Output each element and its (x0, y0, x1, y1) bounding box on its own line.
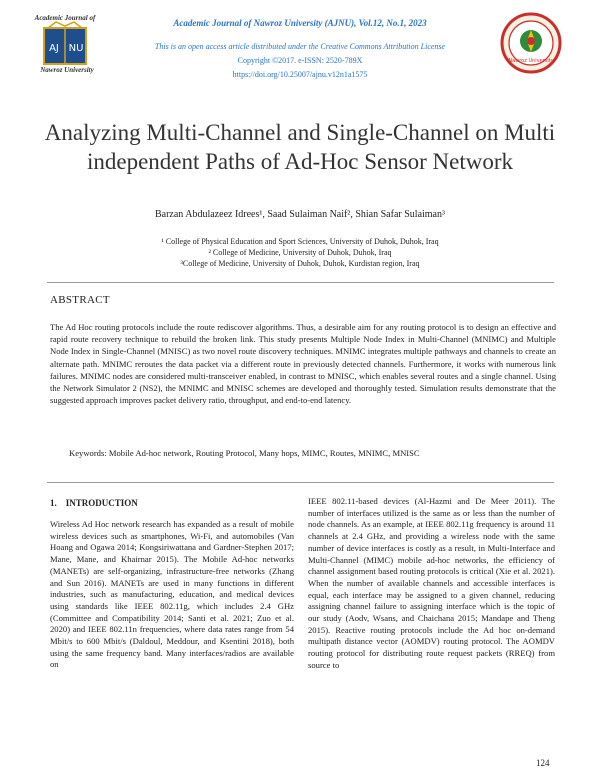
copyright-line: Copyright ©2017. e-ISSN: 2520-789X (237, 56, 363, 65)
abstract-heading: ABSTRACT (50, 294, 110, 306)
nawroz-seal-icon (500, 10, 562, 76)
logo-letters-left: AJ (49, 43, 59, 54)
author-list: Barzan Abdulazeez Idrees¹, Saad Sulaiman Naif², Shian Safar Sulaiman³ (154, 209, 445, 220)
logo-top-text: Academic Journal of (34, 14, 96, 22)
keywords: Keywords: Mobile Ad-hoc network, Routing Protocol, Many hops, MIMC, Routes, MNIMC, MNISC (69, 448, 420, 458)
seal-caption: Nawroz University (508, 58, 554, 64)
introduction-right-column: IEEE 802.11-based devices (Al-Hazmi and De Meer 2011). The number of interfaces utilized is the same as or less than the number of node channels. As an example, at IEEE 802.11g frequency is around 11 channels at 2.4 GHz, and providing a wireless node with the same number of device interfaces is costly as a result, in Multi-Interface and Multi-Channel (MIMC) mobile ad-hoc networks, the efficiency of channel assignment based routing protocols is critical (Xie et al. 2021). When the number of available channels and accessible interfaces is equal, each interface may be assigned to a given channel, reducing assigning channel failure to assigning interface which is the topic of our study (Aodv, Wsans, and Chaichana 2015; Mandape and Theng 2015). Reactive routing protocols include the Ad hoc on-demand multipath distance vector (AOMDV) routing protocol. The AOMDV routing protocol for distributing route request packets (RREQ) from source to (308, 496, 555, 670)
logo-bottom-text: Nawroz University (40, 66, 94, 74)
affiliation-2: ² College of Medicine, University of Duhok, Duhok, Iraq (208, 248, 392, 257)
affiliation-1: ¹ College of Physical Education and Sport Sciences, University of Duhok, Duhok, Iraq (161, 237, 439, 246)
divider-top (47, 282, 554, 283)
journal-title: Academic Journal of Nawroz University (AJNU), Vol.12, No.1, 2023 (173, 18, 427, 28)
introduction-left-column: Wireless Ad Hoc network research has expanded as a result of mobile wireless devices such as smartphones, Wi-Fi, and automobiles (Van Hoang and Ogawa 2014; Kongsiriwattana and Gardner-Stephen 2017; Mane, Mane, and Khairnar 2015). The Mobile Ad-hoc networks (MANETs) are self-organizing, infrastructure-free networks (Zhang and Sun 2016). MANETs are used in many functions in different industries, such as manufacturing, education, and medical devices using standards like IEEE 802.11g, which includes 2.4 GHz (Committee and Compatibility 2014; Santi et al. 2021; Zuo et al. 2020) and IEEE 802.11n frequencies, where data rates range from 54 Mbit/s to 600 Mbit/s (Daldoul, Meddour, and Ksentini 2018), both using the same frequency band. Many interfaces/radios are available on (50, 519, 294, 670)
doi-link[interactable]: https://doi.org/10.25007/ajnu.v12n1a1575 (232, 70, 368, 79)
divider-bottom (47, 482, 554, 483)
page-number: 124 (536, 758, 550, 768)
university-seal (500, 10, 562, 76)
open-access-notice: This is an open access article distributed under the Creative Commons Attribution License (154, 42, 446, 51)
paper-title: Analyzing Multi-Channel and Single-Channel on Multi independent Paths of Ad-Hoc Sensor Network (44, 120, 556, 174)
affiliation-3: ³College of Medicine, University of Duhok, Duhok, Kurdistan region, Iraq (180, 259, 420, 268)
logo-letters-right: NU (68, 43, 84, 54)
introduction-heading: 1. INTRODUCTION (50, 498, 138, 508)
abstract-body: The Ad Hoc routing protocols include the route rediscover algorithms. Thus, a desirable aim for any routing protocol is to design an effective and rapid route recovery technique to rebuild the broken link. This study presents Multiple Node Index in Multi-Channel (MNIMC) and Multiple Node Index in Single-Channel (MNISC) as two novel route discovery techniques. MNIMC integrates multiple pathways and channels to create an alternate path. MNIMC reroutes the data packet via a different route in previously detected channels. Furthermore, it works with numerous link failures. MNIMC nodes are considered multi-transceiver enabled, in contrast to MNISC, which enables several routes and a single channel. Using the Network Simulator 2 (NS2), the MNIMC and MNISC schemes are developed and thoroughly tested. Simulation results demonstrate that the suggested approach improves packet delivery ratio, throughput, and end-to-end latency. (50, 322, 556, 406)
